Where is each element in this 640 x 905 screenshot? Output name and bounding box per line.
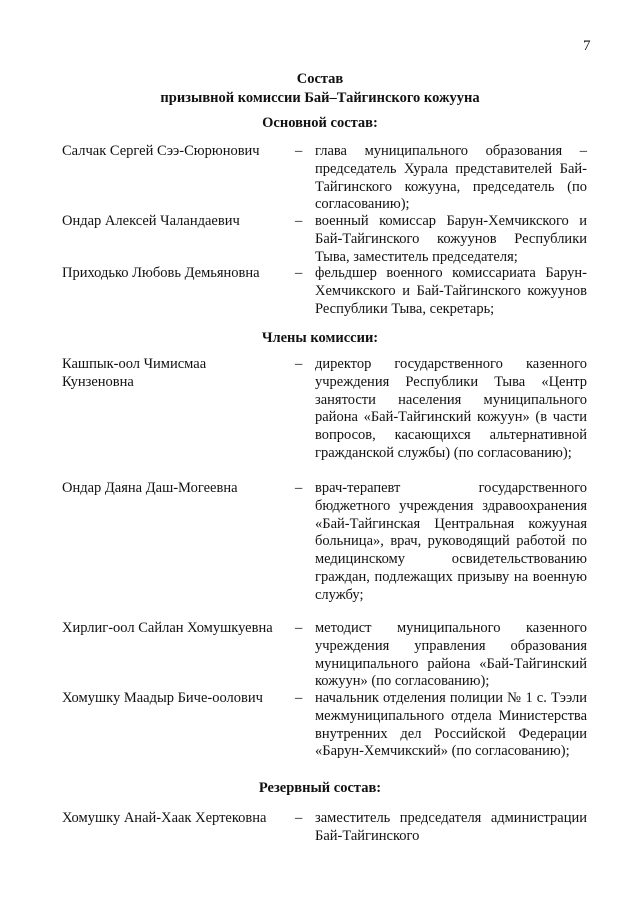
member-role: директор государственного казенного учреждения Республики Тыва «Центр занятости населения муниципального района «Бай-Тайгинский кожуун» (в части вопросов, касающихся альтернативной гражданской службы) (по согласованию); — [315, 356, 587, 461]
member-role: военный комиссар Барун-Хемчикского и Бай-Тайгинского кожуунов Республики Тыва, заместитель председателя; — [315, 213, 587, 265]
dash: – — [295, 356, 303, 372]
member-role: врач-терапевт государственного бюджетного учреждения здравоохранения «Бай-Тайгинская Центральная кожууная больница», врач, руководящий работой по медицинскому освидетельствованию граждан, подлежащих призыву на военную службу; — [315, 480, 587, 603]
member-name: Хомушку Анай-Хаак Хертековна — [62, 810, 267, 826]
dash: – — [295, 690, 303, 706]
member-name: Хомушку Маадыр Биче-оолович — [62, 690, 263, 706]
section-heading-reserve: Резервный состав: — [258, 780, 382, 796]
member-name: Салчак Сергей Сээ-Сюрюнович — [62, 143, 260, 159]
dash: – — [295, 480, 303, 496]
section-heading-main: Основной состав: — [262, 115, 378, 131]
member-name: Приходько Любовь Демьяновна — [62, 265, 260, 281]
section-heading-members: Члены комиссии: — [261, 330, 379, 346]
dash: – — [295, 143, 303, 159]
member-name: Кашпык-оол Чимисмаа Кунзеновна — [62, 356, 207, 390]
member-role: методист муниципального казенного учреждения управления образования муниципального района «Бай-Тайгинский кожуун» (по согласованию); — [315, 620, 587, 690]
document-title: Состав — [296, 71, 344, 87]
member-name: Хирлиг-оол Сайлан Хомушкуевна — [62, 620, 273, 636]
dash: – — [295, 810, 303, 826]
member-role: глава муниципального образования – председатель Хурала представителей Бай-Тайгинского кожууна, председатель (по согласованию); — [315, 143, 587, 213]
member-role: фельдшер военного комиссариата Барун-Хемчикского и Бай-Тайгинского кожуунов Республики Тыва, секретарь; — [315, 265, 587, 317]
dash: – — [295, 620, 303, 636]
dash: – — [295, 265, 303, 281]
member-name: Ондар Алексей Чаландаевич — [62, 213, 240, 229]
member-name: Ондар Даяна Даш-Могеевна — [62, 480, 238, 496]
member-role: заместитель председателя администрации Бай-Тайгинского — [315, 810, 587, 844]
document-subtitle: призывной комиссии Бай–Тайгинского кожууна — [160, 90, 480, 106]
page-number: 7 — [583, 38, 591, 54]
member-role: начальник отделения полиции № 1 с. Тээли межмуниципального отдела Министерства внутренних дел Российской Федерации «Барун-Хемчикский» (по согласованию); — [315, 690, 587, 760]
dash: – — [295, 213, 303, 229]
